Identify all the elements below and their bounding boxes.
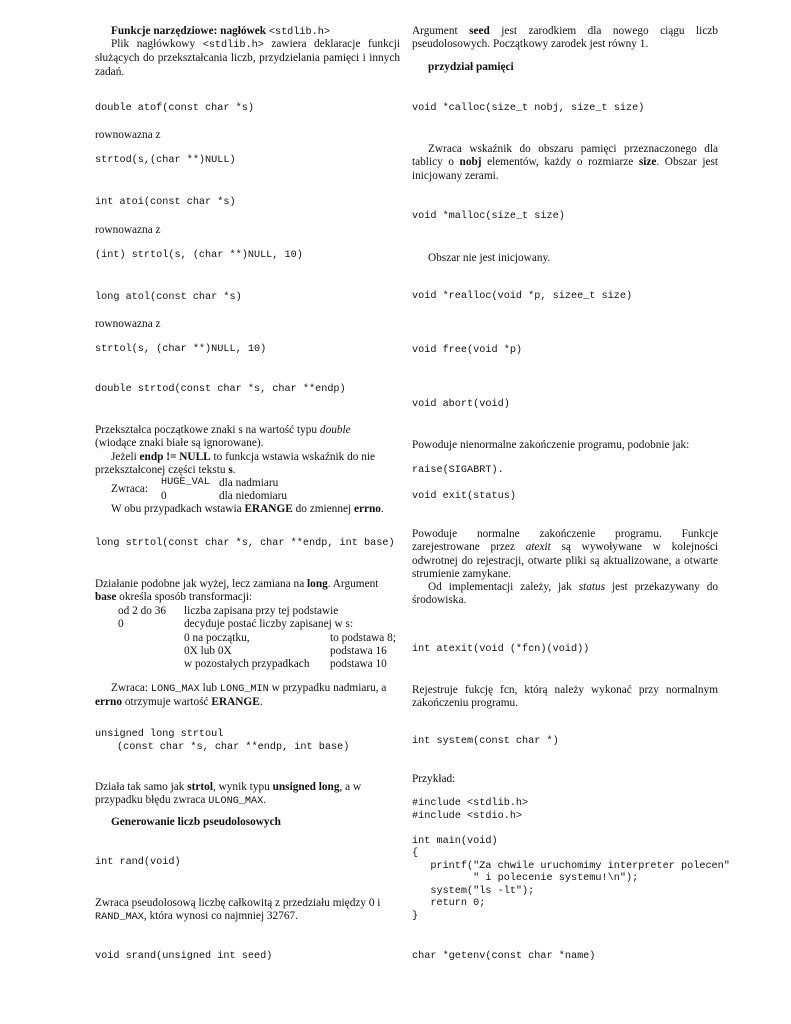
generator-section-title: Generowanie liczb pseudolosowych	[111, 816, 281, 828]
atol-signature: long atol(const char *s)	[95, 292, 242, 303]
atof-equiv-code: strtod(s,(char **)NULL)	[95, 155, 236, 166]
atoi-equiv-code: (int) strtol(s, (char **)NULL, 10)	[95, 250, 303, 261]
strtod-signature: double strtod(const char *s, char **endp)	[95, 384, 346, 395]
atol-equiv-label: rownowazna z	[95, 318, 161, 330]
code-line: #include <stdlib.h>	[412, 798, 529, 809]
srand-signature: void srand(unsigned int seed)	[95, 951, 273, 962]
calloc-description: Zwraca wskaźnik do obszaru pamięci przeznaczonego dla tablicy o nobj elementów, każdy o rozmiarze size. Obszar jest inicjowany zerami.	[412, 143, 719, 182]
code-line: printf("Za chwile uruchomimy interpreter polecen"	[412, 860, 730, 872]
abort-signature: void abort(void)	[412, 399, 510, 410]
exit-description: Powoduje normalne zakończenie programu. Funkcje zarejestrowane przez atexit są wywoływane w kolejności odwrotnej do rejestracji, otwarte pliki są aktualizowane, a otwarte strumienie zamykane. Od implementacji zależy, jak status jest przekazywany do środowiska.	[412, 528, 718, 607]
atoi-signature: int atoi(const char *s)	[95, 197, 236, 208]
alloc-section-title: przydział pamięci	[428, 61, 514, 73]
section-title: Funkcje narzędziowe: nagłówek <stdlib.h>	[111, 25, 330, 38]
seed-description: Argument seed jest zarodkiem dla nowego ciągu liczb pseudolosowych. Początkowy zarodek jest równy 1.	[412, 25, 719, 51]
code-line: " i polecenie systemu!\n");	[412, 873, 639, 884]
strtol-description: Działanie podobne jak wyżej, lecz zamiana na long. Argument base określa sposób transformacji: od 2 do 36 liczba zapisana przy tej podstawie 0 decyduje postać liczby zapisanej w s: 0 na początku, to podstawa 8; 0X lub 0X podstawa 16 w pozostałych przypadkach podstawa 10 Zwraca: LONG_MAX lub LONG_MIN w przypadku nadmiaru, a errno otrzymuje wartość ERANGE.	[95, 578, 396, 708]
rand-description: Zwraca pseudolosową liczbę całkowitą z przedziału między 0 i RAND_MAX, która wynosi co najmniej 32767.	[95, 897, 381, 924]
malloc-description: Obszar nie jest inicjowany.	[428, 252, 551, 264]
code-line: return 0;	[412, 898, 486, 909]
strtoul-description: Działa tak samo jak strtol, wynik typu unsigned long, a w przypadku błędu zwraca ULONG_MAX.	[95, 781, 362, 808]
system-signature: int system(const char *)	[412, 736, 559, 747]
code-line: int main(void)	[412, 835, 498, 847]
exit-signature: void exit(status)	[412, 491, 516, 502]
atol-equiv-code: strtol(s, (char **)NULL, 10)	[95, 344, 267, 355]
malloc-signature: void *malloc(size_t size)	[412, 211, 565, 222]
strtoul-signature-1: unsigned long strtoul	[95, 729, 224, 740]
atexit-signature: int atexit(void (*fcn)(void))	[412, 644, 590, 655]
calloc-signature: void *calloc(size_t nobj, size_t size)	[412, 103, 645, 114]
huge-val: HUGE_VAL	[161, 477, 210, 489]
code-line: }	[412, 910, 419, 922]
realloc-signature: void *realloc(void *p, sizee_t size)	[412, 291, 633, 302]
example-label: Przykład:	[412, 773, 456, 785]
strtol-signature: long strtol(const char *s, char **endp, int base)	[95, 538, 395, 549]
abort-description: Powoduje nienormalne zakończenie programu, podobnie jak:	[412, 439, 690, 451]
free-signature: void free(void *p)	[412, 345, 523, 356]
atof-equiv-label: rownowazna z	[95, 129, 161, 141]
code-line: #include <stdio.h>	[412, 810, 523, 822]
strtoul-signature-2: (const char *s, char **endp, int base)	[117, 742, 350, 753]
code-line: {	[412, 848, 419, 859]
strtod-description: Przekształca początkowe znaki s na wartość typu double (wiodące znaki białe są ignorowane). Jeżeli endp != NULL to funkcja wstawia wskaźnik do nie przekształconej części tekstu s. Zwraca: HUGE_VAL dla nadmiaru 0 dla niedomiaru W obu przypadkach wstawia ERANGE do zmiennej errno.	[95, 424, 384, 516]
code-example	[412, 798, 742, 923]
getenv-signature: char *getenv(const char *name)	[412, 951, 596, 962]
intro-paragraph: Plik nagłówkowy <stdlib.h> zawiera deklaracje funkcji służących do przekształcania liczb, przydzielania pamięci i innych zadań.	[95, 38, 401, 78]
atof-signature: double atof(const char *s)	[95, 103, 254, 114]
atexit-description: Rejestruje fukcję fcn, którą należy wykonać przy normalnym zakończeniu programu.	[412, 684, 718, 710]
rand-signature: int rand(void)	[95, 857, 181, 868]
atoi-equiv-label: rownowazna z	[95, 224, 161, 236]
raise-code: raise(SIGABRT).	[412, 465, 504, 476]
code-line	[412, 823, 742, 836]
zwraca-label: Zwraca:	[111, 483, 149, 496]
code-line: system("ls -lt");	[412, 885, 535, 897]
